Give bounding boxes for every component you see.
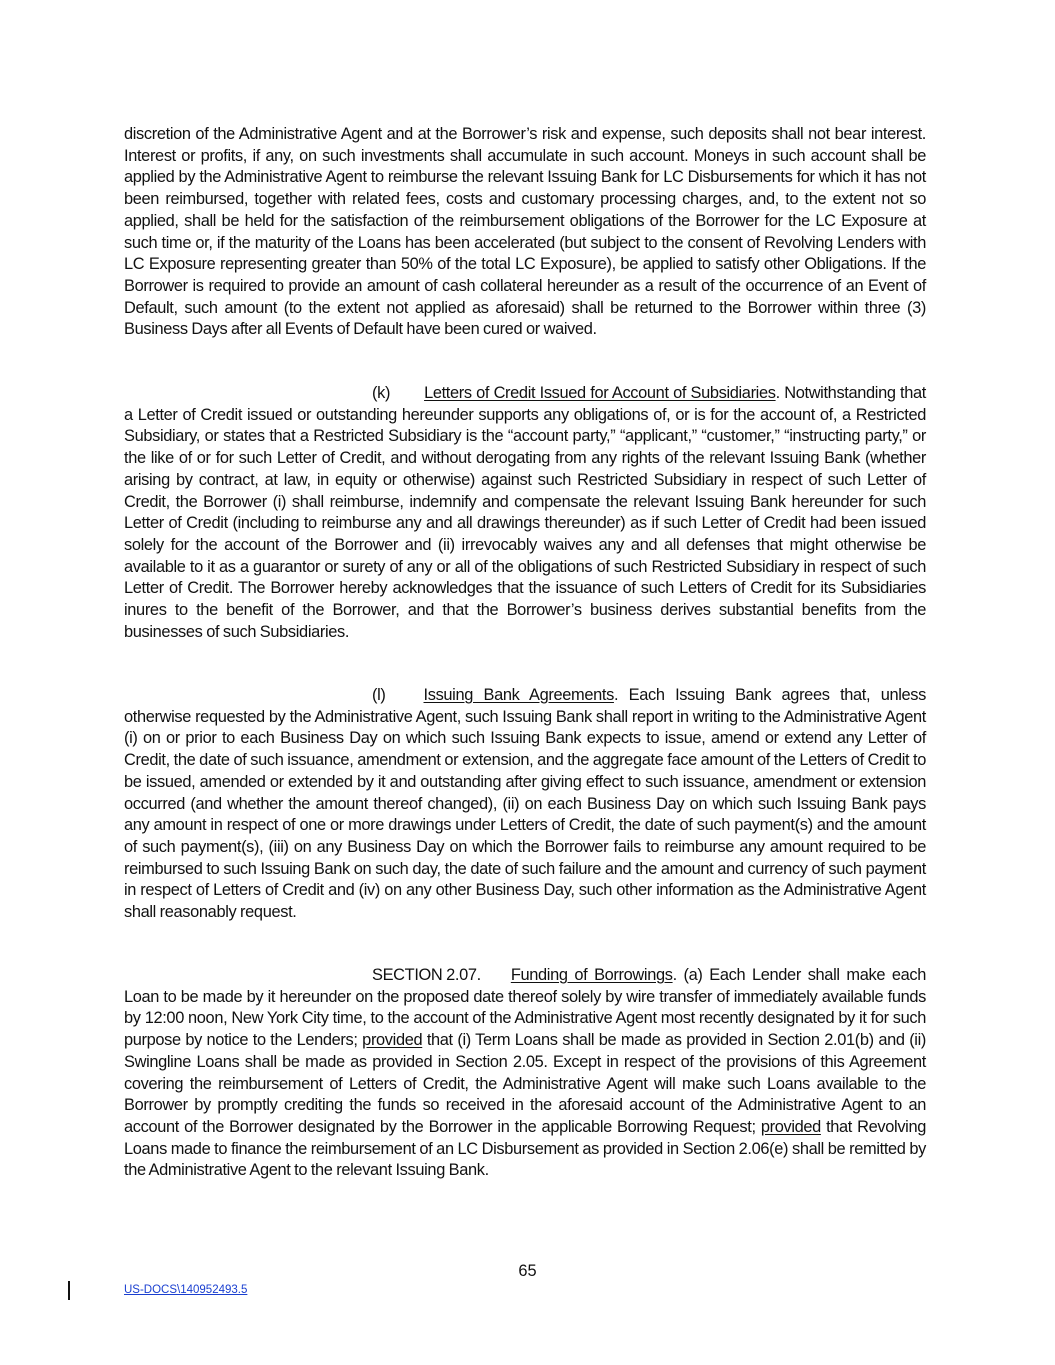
paragraph-l	[124, 685, 926, 924]
section-label: SECTION 2.07.	[372, 966, 481, 984]
provided-term: provided	[760, 1117, 821, 1136]
paragraph-heading: Letters of Credit Issued for Account of Subsidiaries	[424, 384, 776, 402]
page-number: 65	[518, 1262, 537, 1280]
paragraph-body: . Notwithstanding that a Letter of Credit issued or outstanding hereunder supports any obligations of, or is for the account of, a Restricted Subsidiary, or states that a Restricted Subsidiary is the “account party,” “applicant,” “customer,” “instructing party,” or the like of or for such Letter of Credit, and without derogating from any rights of the relevant Issuing Bank (whether arising by contract, at law, in equity or otherwise) against such Restricted Subsidiary in respect of such Letter of Credit, the Borrower (i) shall reimburse, indemnify and compensate the relevant Issuing Bank hereunder for such Letter of Credit (including to reimburse any and all drawings thereunder) as if such Letter of Credit had been issued solely for the account of the Borrower and (ii) irrevocably waives any and all defenses that might otherwise be available to it as a guarantor or surety of any or all of the obligations of such Restricted Subsidiary in respect of such Letter of Credit. The Borrower hereby acknowledges that the issuance of such Letters of Credit for its Subsidiaries inures to the benefit of the Borrower, and that the Borrower’s business derives substantial benefits from the businesses of such Subsidiaries.	[124, 384, 926, 641]
paragraph-body: . Each Issuing Bank agrees that, unless otherwise requested by the Administrative Agent, such Issuing Bank shall report in writing to the Administrative Agent (i) on or prior to each Business Day on which such Issuing Bank expects to issue, amend or extend any Letter of Credit, the date of such issuance, amendment or extension, and the aggregate face amount of the Letters of Credit to be issued, amended or extended by it and outstanding after giving effect to such issuance, amendment or extension occurred (and whether the amount thereof changed), (ii) on each Business Day on which such Issuing Bank pays any amount in respect of one or more drawings under Letters of Credit, the date of such payment(s) and the amount of such payment(s), (iii) on any Business Day on which the Borrower fails to reimburse any amount required to be reimbursed to such Issuing Bank on such day, the date of such failure and the amount and currency of such payment in respect of Letters of Credit and (iv) on any other Business Day, such other information as the Administrative Agent shall reasonably request.	[124, 686, 926, 922]
provided-term: provided	[362, 1031, 423, 1050]
paragraph-label: (l)	[372, 686, 386, 704]
paragraph-continuation	[124, 124, 926, 341]
paragraph-text: discretion of the Administrative Agent and at the Borrower’s risk and expense, such deposits shall not bear interest. Interest or profits, if any, on such investments shall accumulate in such account. Moneys in such account shall be applied by the Administrative Agent to reimburse the relevant Issuing Bank for LC Disbursements for which it has not been reimbursed, together with related fees, costs and customary processing charges, and, to the extent not so applied, shall be held for the satisfaction of the reimbursement obligations of the Borrower for the LC Exposure at such time or, if the maturity of the Loans has been accelerated (but subject to the consent of Revolving Lenders with LC Exposure representing greater than 50% of the total LC Exposure), be applied to satisfy other Obligations. If the Borrower is required to provide an amount of cash collateral hereunder as a result of the occurrence of an Event of Default, such amount (to the extent not applied as aforesaid) shall be returned to the Borrower within three (3) Business Days after all Events of Default have been cured or waived.	[124, 125, 926, 339]
section-body-b: that (i) Term Loans shall be made as provided in Section 2.01(b) and (ii) Swingline Loans shall be made as provided in Section 2.05. Except in respect of the provisions of this Agreement covering the reimbursement of Letters of Credit, the Administrative Agent will make such Loans available to the Borrower by promptly crediting the funds so received in the aforesaid account of the Administrative Agent to an account of the Borrower designated by the Borrower in the applicable Borrowing Request;	[124, 1031, 926, 1136]
document-id-link[interactable]: US-DOCS\140952493.5	[124, 1284, 248, 1296]
change-bar	[68, 1281, 70, 1300]
section-body-a: . (a) Each Lender shall make each Loan to be made by it hereunder on the proposed date thereof solely by wire transfer of immediately available funds by 12:00 noon, New York City time, to the account of the Administrative Agent most recently designated by it for such purpose by notice to the Lenders;	[124, 966, 926, 1050]
paragraph-k	[124, 383, 926, 643]
paragraph-heading: Issuing Bank Agreements	[423, 686, 614, 704]
paragraph-label: (k)	[372, 384, 391, 402]
section-2-07	[124, 965, 926, 1182]
section-heading: Funding of Borrowings	[510, 966, 673, 984]
section-body-c: that Revolving Loans made to finance the reimbursement of an LC Disbursement as provided in Section 2.06(e) shall be remitted by the Administrative Agent to the relevant Issuing Bank.	[124, 1117, 927, 1180]
